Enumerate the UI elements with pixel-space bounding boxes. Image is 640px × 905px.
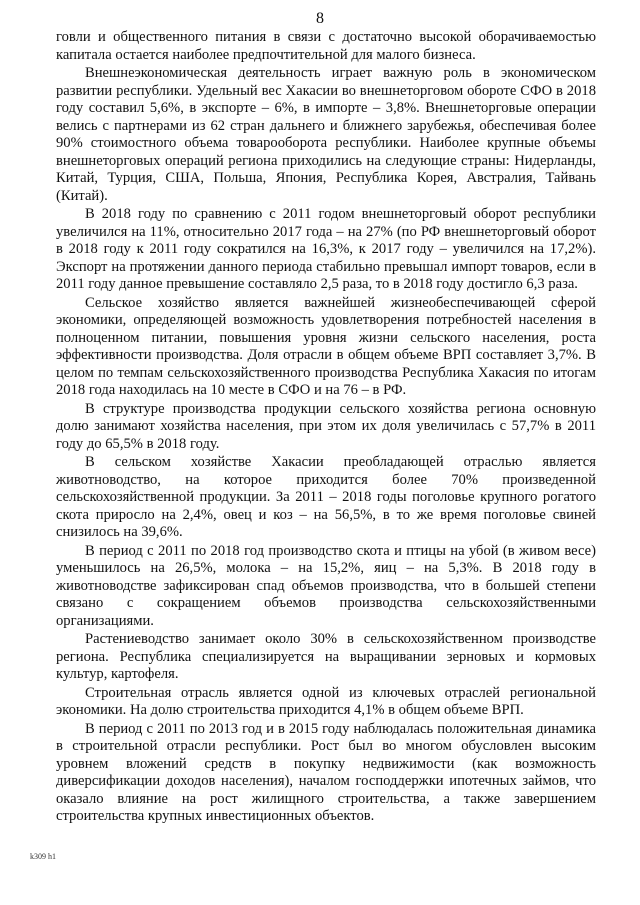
paragraph-livestock: В сельском хозяйстве Хакасии преобладающей отраслью является животноводство, на которое приходится более 70% произведенной сельскохозяйственной продукции. За 2011 – 2018 годы поголовье крупного рогатого скота приросло на 2,4%, овец и коз – на 56,5%, в то же время поголовье свиней снизилось на 39,6%. xyxy=(56,454,596,540)
paragraph-production-structure: В структуре производства продукции сельского хозяйства региона основную долю занимают хозяйства населения, при этом их доля увеличилась с 57,7% в 2011 году до 65,5% в 2018 году. xyxy=(56,400,596,452)
footer-code: k309 h1 xyxy=(30,852,56,861)
page-number: 8 xyxy=(316,10,324,27)
paragraph-construction: Строительная отрасль является одной из ключевых отраслей региональной экономики. На долю строительства приходится 4,1% в общем объеме ВРП. xyxy=(56,684,596,718)
paragraph-livestock-output: В период с 2011 по 2018 год производство скота и птицы на убой (в живом весе) уменьшилось на 26,5%, молока – на 15,2%, яиц – на 5,3%. В 2018 году в животноводстве зафиксирован спад объемов производства, что в большей степени связано с сокращением объемов производства сельскохозяйственными организациями. xyxy=(56,542,596,629)
body-text xyxy=(56,29,596,826)
paragraph-continuation: говли и общественного питания в связи с достаточно высокой оборачиваемостью капитала остается наиболее предпочтительной для малого бизнеса. xyxy=(56,29,596,63)
paragraph-foreign-trade: Внешнеэкономическая деятельность играет важную роль в экономическом развитии республики. Удельный вес Хакасии во внешнеторговом обороте СФО в 2018 году составил 5,6%, в экспорте – 6%, в импорте – 3,8%. Внешнеторговые операции велись с партнерами из 62 стран дальнего и ближнего зарубежья, обеспечивая более 90% стоимостного объема товарооборота республики. Наиболее крупные объемы внешнеторговых операций региона приходились на следующие страны: Нидерланды, Китай, Турция, США, Польша, Япония, Республика Корея, Австралия, Тайвань (Китай). xyxy=(56,65,596,204)
paragraph-agriculture: Сельское хозяйство является важнейшей жизнеобеспечивающей сферой экономики, определяющей возможность удовлетворения потребностей населения в полноценном питании, повышения уровня жизни сельского населения, роста эффективности производства. Доля отрасли в общем объеме ВРП составляет 3,7%. В целом по темпам сельскохозяйственного производства Республика Хакасия по итогам 2018 года находилась на 10 месте в СФО и на 76 – в РФ. xyxy=(56,294,596,398)
paragraph-crop-production: Растениеводство занимает около 30% в сельскохозяйственном производстве региона. Республика специализируется на выращивании зерновых и кормовых культур, картофеля. xyxy=(56,631,596,682)
paragraph-construction-dynamics: В период с 2011 по 2013 год и в 2015 году наблюдалась положительная динамика в строительной отрасли республики. Рост был во многом обусловлен высоким уровнем вложений средств в покупку недвижимости (как возможность диверсификации доходов населения), началом господдержки ипотечных займов, что оказало влияние на рост жилищного строительства, а также завершением строительства крупных инвестиционных объектов. xyxy=(56,720,596,824)
paragraph-trade-dynamics: В 2018 году по сравнению с 2011 годом внешнеторговый оборот республики увеличился на 11%, относительно 2017 года – на 27% (по РФ внешнеторговый оборот в 2018 году к 2011 году сократился на 16,3%, к 2017 году – увеличился на 17,2%). Экспорт на протяжении данного периода стабильно превышал импорт товаров, если в 2011 году данное превышение составляло 2,5 раза, то в 2018 году достигло 6,3 раза. xyxy=(56,206,596,292)
